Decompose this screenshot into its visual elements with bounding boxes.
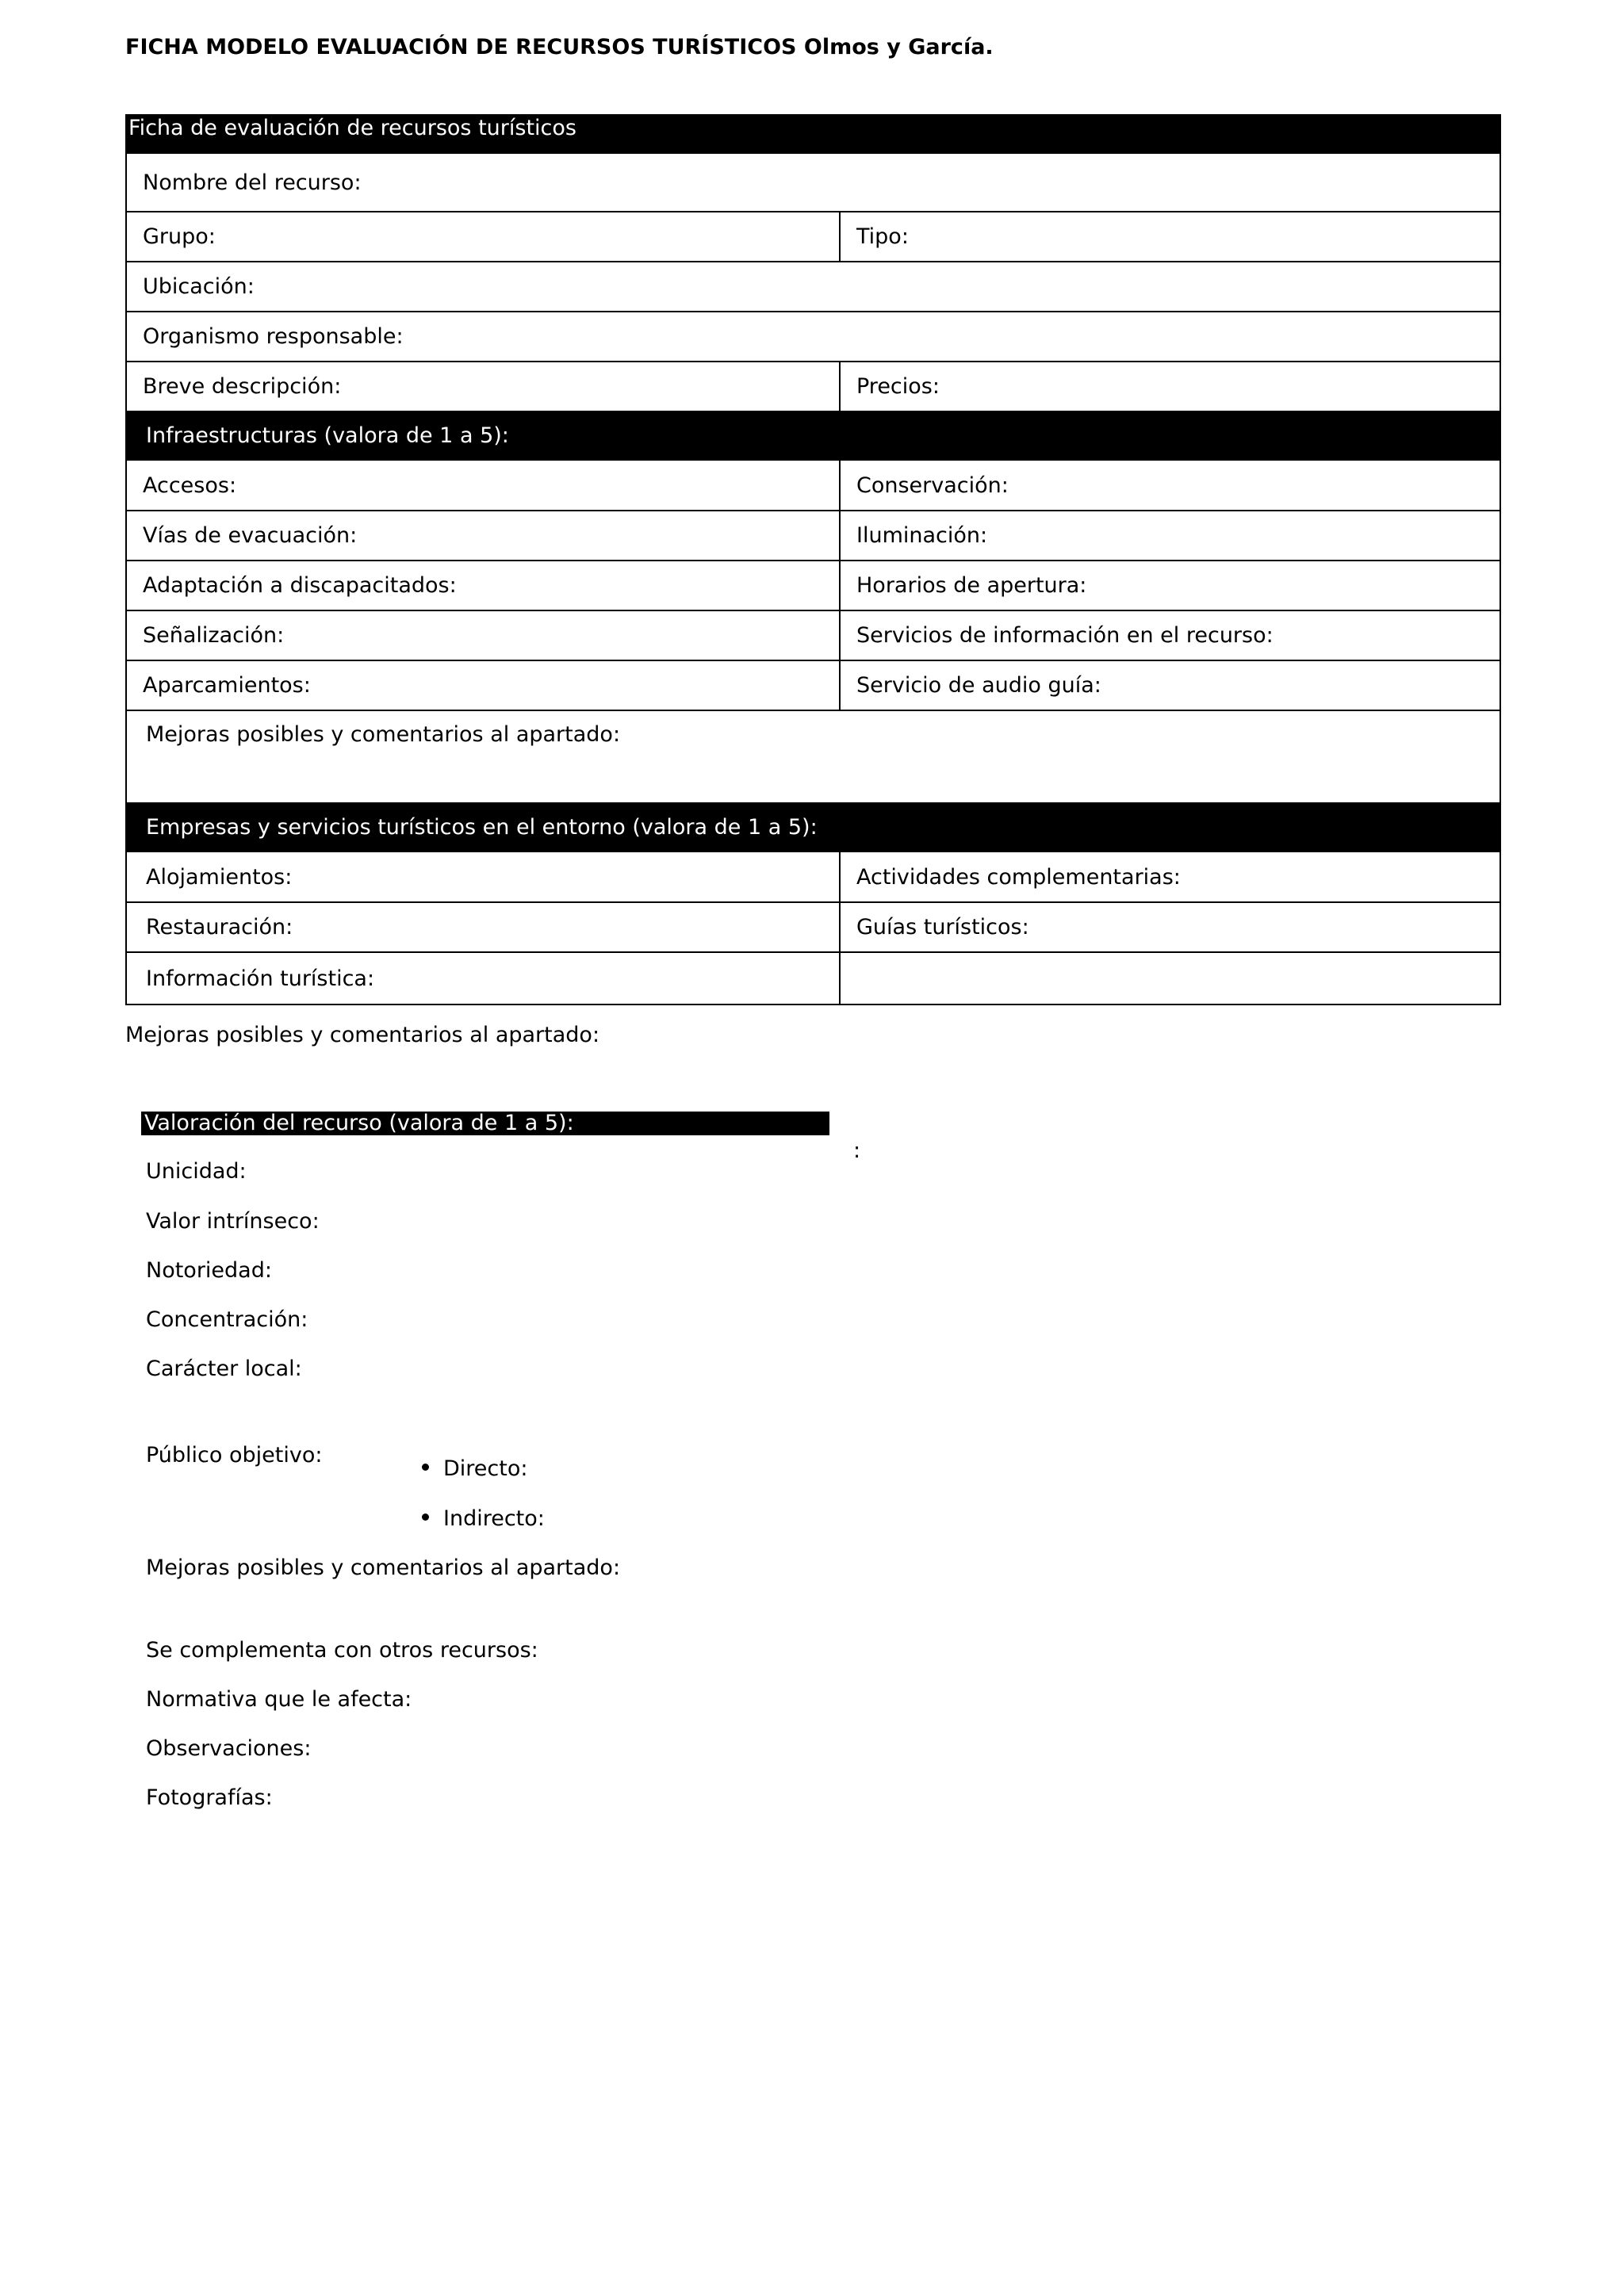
page-title: FICHA MODELO EVALUACIÓN DE RECURSOS TURÍSTICOS Olmos y García. — [125, 35, 994, 59]
alojamientos-field[interactable]: Alojamientos: — [126, 851, 840, 902]
empty-cell[interactable] — [840, 952, 1500, 1004]
publico-objetivo-label: Público objetivo: — [146, 1443, 323, 1468]
fotografias-field[interactable]: Fotografías: — [146, 1785, 273, 1810]
organismo-field[interactable]: Organismo responsable: — [126, 312, 1500, 362]
concentracion-field[interactable]: Concentración: — [146, 1307, 308, 1332]
infraestructuras-header: Infraestructuras (valora de 1 a 5): — [126, 411, 1500, 460]
horarios-field[interactable]: Horarios de apertura: — [840, 561, 1500, 610]
bullet-icon — [422, 1513, 429, 1521]
caracter-local-field[interactable]: Carácter local: — [146, 1357, 302, 1381]
nombre-recurso-field[interactable]: Nombre del recurso: — [126, 153, 1500, 212]
publico-directo-field[interactable] — [422, 1456, 527, 1481]
grupo-field[interactable]: Grupo: — [126, 212, 840, 262]
informacion-turistica-field[interactable]: Información turística: — [126, 952, 840, 1004]
evaluation-form-table — [125, 114, 1501, 1005]
adaptacion-field[interactable]: Adaptación a discapacitados: — [126, 561, 840, 610]
vias-evacuacion-field[interactable]: Vías de evacuación: — [126, 511, 840, 561]
precios-field[interactable]: Precios: — [840, 362, 1500, 411]
observaciones-field[interactable]: Observaciones: — [146, 1736, 312, 1761]
senalizacion-field[interactable]: Señalización: — [126, 610, 840, 660]
infraestructuras-comments-field[interactable]: Mejoras posibles y comentarios al apartado: — [126, 710, 1500, 803]
complementa-recursos-field[interactable]: Se complementa con otros recursos: — [146, 1638, 538, 1663]
accesos-field[interactable]: Accesos: — [126, 460, 840, 511]
valoracion-header: Valoración del recurso (valora de 1 a 5): — [141, 1112, 829, 1135]
unicidad-field[interactable]: Unicidad: — [146, 1159, 247, 1184]
valor-intrinseco-field[interactable]: Valor intrínseco: — [146, 1209, 320, 1234]
valoracion-comments-label: Mejoras posibles y comentarios al apartado: — [146, 1556, 621, 1580]
form-header: Ficha de evaluación de recursos turísticos — [126, 115, 1500, 153]
publico-indirecto-field[interactable] — [422, 1506, 545, 1531]
bullet-icon — [422, 1464, 429, 1471]
servicios-informacion-field[interactable]: Servicios de información en el recurso: — [840, 610, 1500, 660]
empresas-header: Empresas y servicios turísticos en el entorno (valora de 1 a 5): — [126, 803, 1500, 851]
actividades-field[interactable]: Actividades complementarias: — [840, 851, 1500, 902]
restauracion-field[interactable]: Restauración: — [126, 902, 840, 952]
aparcamientos-field[interactable]: Aparcamientos: — [126, 660, 840, 710]
valoracion-colon: : — [853, 1138, 861, 1163]
normativa-field[interactable]: Normativa que le afecta: — [146, 1687, 412, 1712]
tipo-field[interactable]: Tipo: — [840, 212, 1500, 262]
publico-directo-label: Directo: — [443, 1456, 528, 1481]
guias-field[interactable]: Guías turísticos: — [840, 902, 1500, 952]
notoriedad-field[interactable]: Notoriedad: — [146, 1258, 272, 1283]
conservacion-field[interactable]: Conservación: — [840, 460, 1500, 511]
iluminacion-field[interactable]: Iluminación: — [840, 511, 1500, 561]
empresas-comments-label: Mejoras posibles y comentarios al apartado: — [125, 1023, 600, 1047]
descripcion-field[interactable]: Breve descripción: — [126, 362, 840, 411]
publico-indirecto-label: Indirecto: — [443, 1506, 545, 1531]
ubicacion-field[interactable]: Ubicación: — [126, 262, 1500, 312]
audio-guia-field[interactable]: Servicio de audio guía: — [840, 660, 1500, 710]
